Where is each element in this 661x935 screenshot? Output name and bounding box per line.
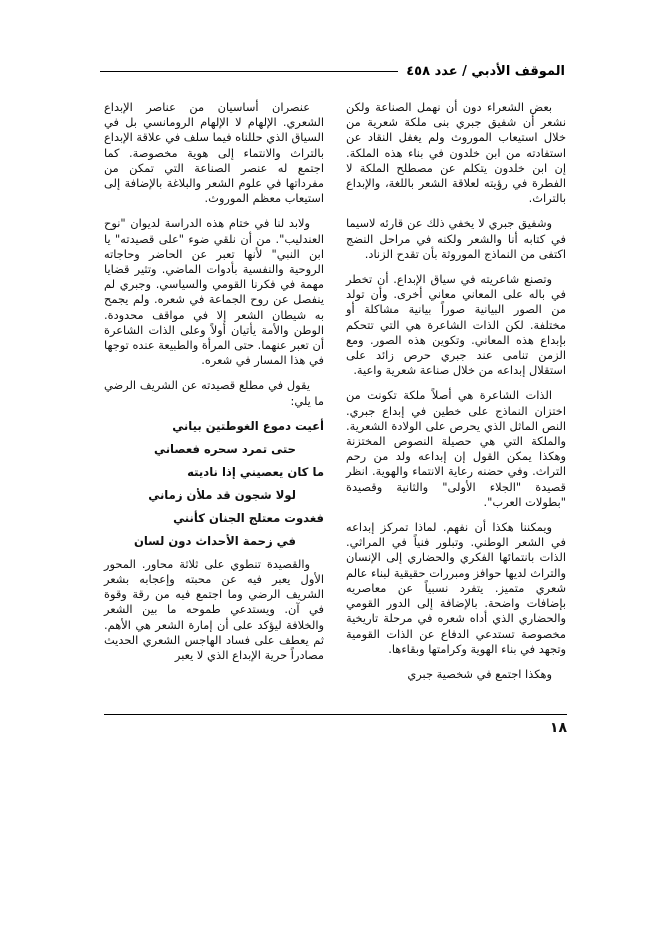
verse-line: حتى تمرد سحره فعصاني (153, 441, 296, 456)
verse-line (104, 534, 324, 549)
paragraph: الذات الشاعرة هي أصلاً ملكة تكونت من اختزان النماذج على خطين في إبداع جبري. النص الماثل الذي يحرص على الولادة الشعرية. والملكة التي هي حصيلة النصوص المختزنة وهكذا يمكن القول إن إبداعه ولد من رحم التراث. وفي حضنه رعاية الانتماء والهوية. انظر قصيدة "الجلاء الأولى" والثانية وقصيدة "بطولات العرب". (346, 388, 566, 509)
verse-line: فغدوت معتلج الجنان كأنني (173, 510, 324, 525)
poem-verses (104, 419, 324, 549)
page-number: ١٨ (549, 720, 567, 736)
verse-line-part: في زحمة الأحداث دون (168, 533, 296, 548)
header-rule (100, 71, 398, 72)
paragraph: ويمكننا هكذا أن نفهم. لماذا تمركز إبداعه في الشعر الوطني. وتبلور فنياً في المراثي. الذات بانتمائها الفكري والحضاري إلى الإنسان والتراث لديها حوافز ومبررات حقيقية لبناء عالم شعري متميز. يتفرد نسبياً عن معاصريه بإضافات واضحة. بالإضافة إلى الدور القومي والحضاري الذي أداه شعره في مرحلة تاريخية مخصوصة تستدعي الدفاع عن الذات القومية وتجهد في بناء الهوية وكرامتها وبقاءها. (346, 520, 566, 656)
paragraph: وتصنع شاعريته في سياق الإبداع. أن تخطر في باله على المعاني معاني أخرى. وأن تولد من الصور البيانية صوراً بيانية مشاكلة أو مختلفة. لكن الذات الشاعرة هي التي تتحكم بإبداع هذه المعاني. وتكوين هذه الصور. ومع الزمن تنامى عند جبري حرص زائد على استقلال إبداعه من خلال صناعة شعرية واعية. (346, 272, 566, 378)
right-column (346, 100, 566, 682)
paragraph: ولابد لنا في ختام هذه الدراسة لديوان "نوح العندليب". من أن نلقي ضوء "على قصيدته" يا ابن النبي" لأنها تعبر عن الحاضر وحاجاته الروحية والنفسية بأدوات الماضي. وتثير قضايا مهمة في فكرنا القومي والسياسي. وجبري لم ينفصل عن روح الجماعة في شعره. ولم يجمح به شيطان الشعر إلا في مواقف محدودة. الوطن والأمة يأتيان أولاً وعلى الذات الشاعرة أن تعبر عنهما. حتى المرأة والطبيعة عنده توجها في هذا المسار في شعره. (104, 216, 324, 368)
journal-title: الموقف الأدبي / عدد ٤٥٨ (406, 63, 565, 79)
paragraph: وشفيق جبري لا يخفي ذلك عن قارئه لاسيما في كتابه أنا والشعر ولكنه في مراحل النضج اكتفى من النماذج الموروثة بأن تقدح الزناد. (346, 216, 566, 261)
left-column (104, 100, 324, 663)
verse-line: لولا شجون قد ملأن زماني (148, 487, 296, 502)
page-header (100, 60, 565, 82)
paragraph: عنصران أساسيان من عناصر الإبداع الشعري. الإلهام لا الإلهام الرومانسي بل في السياق الذي حللناه فيما سلف في علاقة الإبداع بالتراث والانتماء إلى هوية مخصوصة. كما اجتمع له عنصر الصناعة التي تمكن من مفرداتها في علوم الشعر والبلاغة بالإضافة إلى استيعاب معظم الموروث. (104, 100, 324, 206)
paragraph: يقول في مطلع قصيدته عن الشريف الرضي ما يلي: (104, 378, 324, 408)
verse-line-part: لسان (133, 533, 165, 548)
verse-line: أعيت دموع الغوطتين بياني (172, 418, 324, 433)
paragraph: وهكذا اجتمع في شخصية جبري (407, 666, 552, 681)
verse-line: ما كان يعصيني إذا ناديته (187, 464, 324, 479)
paragraph: بعض الشعراء دون أن نهمل الصناعة ولكن نشعر أن شفيق جبري بنى ملكة شعرية من خلال استيعاب الموروث ولم يغفل النقاد عن استفادته من ابن خلدون في بناء هذه الملكة. إن ابن خلدون يتكلم عن مصطلح الملكة لا الفطرة في رؤيته لعلاقة الشعر باللغة، والإبداع بالتراث. (346, 100, 566, 206)
footer-rule (104, 714, 567, 715)
paragraph: والقصيدة تنطوي على ثلاثة محاور. المحور الأول يعبر فيه عن محبته وإعجابه بشعر الشريف الرضي وما اجتمع فيه من رقة وقوة في آن. ويستدعي طموحه ما بين الشعر والخلافة ليؤكد على أن إمارة الشعر هي الأهم. ثم يعطف على فساد الهاجس الشعري الحديث مصادراً حرية الإبداع الذي لا يعبر (104, 556, 324, 663)
